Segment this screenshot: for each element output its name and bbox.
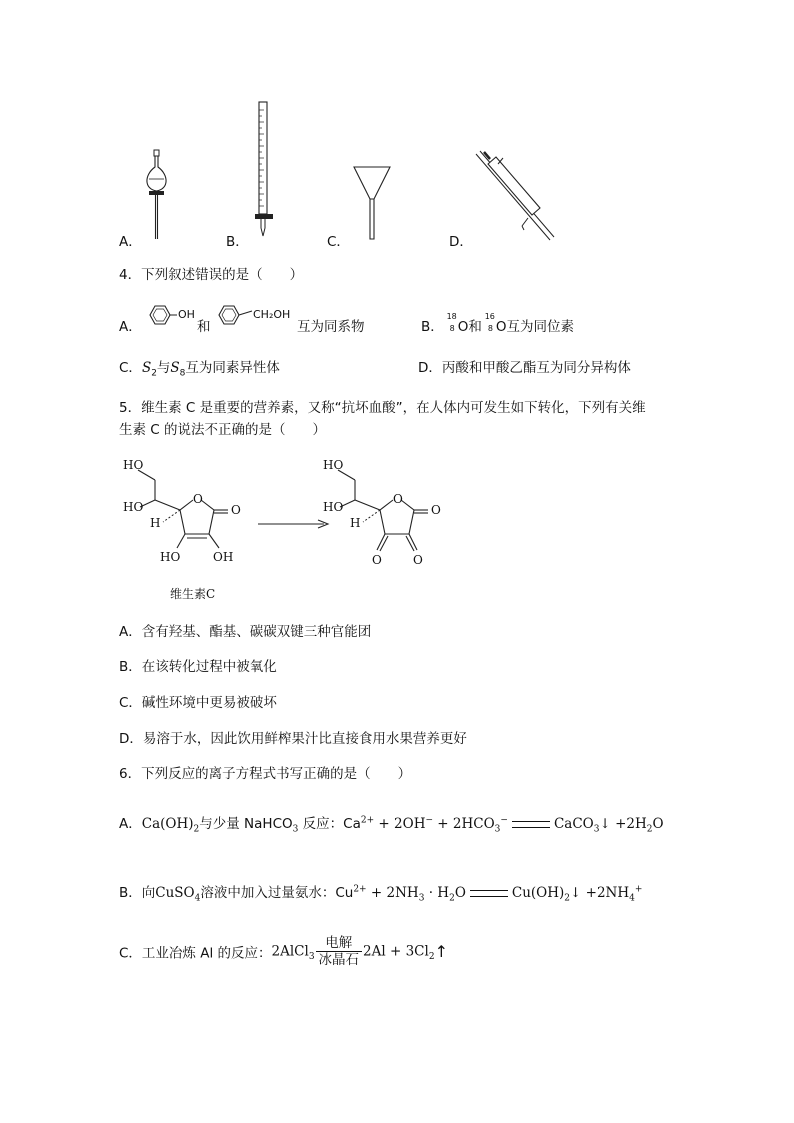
phenol-oh-label: OH xyxy=(178,308,195,321)
cond-bottom: 冰晶石 xyxy=(318,952,360,968)
q4-c-tail: 互为同素异性体 xyxy=(185,360,280,376)
burette-icon xyxy=(250,100,280,240)
ho-mid-left: HO xyxy=(123,500,144,514)
q6-b-cuso: CuSO xyxy=(155,885,195,901)
o18-mass: 18 xyxy=(446,312,457,321)
q6-a-sup3: − xyxy=(500,815,508,826)
o18-z: 8 xyxy=(449,324,455,333)
cond-top: 电解 xyxy=(325,935,353,951)
q4-c-letter: C． xyxy=(119,360,142,376)
vitamin-c-caption: 维生素C xyxy=(170,587,216,601)
q6-b-sub4: 2 xyxy=(564,893,571,904)
q6-a-caoh: Ca(OH) xyxy=(141,816,194,832)
q6-c-sub1: 3 xyxy=(308,952,315,963)
q5-option-b: B．在该转化过程中被氧化 xyxy=(119,659,277,675)
q4-a-and: 和 xyxy=(197,319,211,335)
o18-symbol: O xyxy=(457,319,469,335)
q4-option-c xyxy=(119,356,280,379)
q5-option-c: C．碱性环境中更易被破坏 xyxy=(119,695,277,711)
q4-b-letter: B． xyxy=(421,319,444,335)
q6-option-a xyxy=(119,812,664,835)
o-ring-left: O xyxy=(193,492,203,506)
q6-a-prod2: ↓ +2H xyxy=(599,816,647,832)
q6-b-sup1: 2+ xyxy=(353,884,367,895)
q6-option-b xyxy=(119,881,643,904)
q6-a-mid3: + 2OH xyxy=(374,816,426,832)
q6-b-mid3: · H xyxy=(424,885,450,901)
condenser-icon xyxy=(470,150,560,245)
phenol-structure xyxy=(145,303,205,333)
q6-a-sub4: 3 xyxy=(593,824,600,835)
h-left: H xyxy=(150,516,161,530)
q6-a-sup2: − xyxy=(425,815,434,826)
q4-a-letter: A． xyxy=(119,319,142,335)
q3-option-b-letter: B． xyxy=(226,234,249,250)
equals-sign xyxy=(470,890,508,897)
q6-a-sup1: 2+ xyxy=(360,815,375,826)
q5-option-d: D．易溶于水，因此饮用鲜榨果汁比直接食用水果营养更好 xyxy=(119,731,467,747)
benzyl-ch2oh-label: CH₂OH xyxy=(253,308,291,321)
q6-a-sub1: 2 xyxy=(193,824,200,835)
q6-a-prefix: A． xyxy=(119,816,142,832)
q6-a-mid2: 反应：Ca xyxy=(298,816,361,832)
s8-sub: 8 xyxy=(179,368,186,379)
q4-option-b xyxy=(421,312,575,335)
s8-symbol: S xyxy=(170,360,180,376)
q6-b-mid2: + 2NH xyxy=(366,885,419,901)
q5-option-a: A．含有羟基、酯基、碳碳双键三种官能团 xyxy=(119,624,372,640)
q6-b-sup5: + xyxy=(634,884,643,895)
ho-top-right: HO xyxy=(323,458,344,472)
q3-option-c-letter: C． xyxy=(327,234,350,250)
q4-option-d: D．丙酸和甲酸乙酯互为同分异构体 xyxy=(418,360,631,376)
q6-c-sub2: 2 xyxy=(428,952,435,963)
o-keto-right: O xyxy=(431,503,441,517)
q6-a-prod3: O xyxy=(652,816,664,832)
o16-mass: 16 xyxy=(484,312,495,321)
o-ring-right: O xyxy=(393,492,403,506)
q4-a-tail: 互为同系物 xyxy=(297,319,365,335)
q3-option-d-letter: D． xyxy=(449,234,473,250)
q6-b-sub2: 3 xyxy=(418,893,425,904)
q6-a-mid4: + 2HCO xyxy=(433,816,495,832)
q6-b-prefix: B．向 xyxy=(119,885,156,901)
s2-symbol: S xyxy=(141,360,152,376)
q6-c-prod2: ↑ xyxy=(434,942,448,961)
q6-a-sub3: 3 xyxy=(494,824,501,835)
q6-a-mid1: 与少量 NaHCO xyxy=(199,816,293,832)
equals-sign xyxy=(512,821,550,828)
q6-b-prod2: ↓ +2NH xyxy=(570,885,630,901)
electrolysis-condition xyxy=(317,935,362,968)
q4-b-and: 和 xyxy=(468,319,482,335)
q4-b-tail: 互为同位素 xyxy=(506,319,575,335)
q6-b-sub3: 2 xyxy=(449,893,455,904)
q6-c-prefix: C．工业冶炼 Al 的反应： xyxy=(119,945,272,962)
ho-bottom-b: OH xyxy=(213,550,234,564)
q6-c-prod1: 2Al + 3Cl xyxy=(363,943,429,960)
q6-b-sub1: 4 xyxy=(194,893,201,904)
q5-stem-line2: 生素 C 的说法不正确的是（ ） xyxy=(119,422,327,438)
o16-symbol: O xyxy=(495,319,507,335)
ho-bottom-a: HO xyxy=(160,550,181,564)
q6-a-prod1: CaCO xyxy=(553,816,594,832)
q6-b-sub5: 4 xyxy=(629,893,635,904)
ho-top-left: HO xyxy=(123,458,144,472)
q6-b-mid1: 溶液中加入过量氨水：Cu xyxy=(200,885,354,901)
o-keto-left: O xyxy=(231,503,241,517)
q6-option-c xyxy=(119,935,448,968)
o16-z: 8 xyxy=(487,324,493,333)
s2-sub: 2 xyxy=(151,368,157,379)
q6-b-mid4: O xyxy=(454,885,466,901)
q5-stem-line1: 5．维生素 C 是重要的营养素，又称“抗坏血酸”，在人体内可发生如下转化，下列有关维 xyxy=(119,400,646,416)
o-bottom-a: O xyxy=(372,553,382,567)
h-right: H xyxy=(350,516,361,530)
q4-stem: 4．下列叙述错误的是（ ） xyxy=(119,267,304,283)
q6-a-sub2: 3 xyxy=(292,824,299,835)
q6-b-prod1: Cu(OH) xyxy=(511,885,565,901)
ho-mid-right: HO xyxy=(323,500,344,514)
q4-c-mid: 与 xyxy=(156,360,171,376)
q6-a-sub5: 2 xyxy=(646,824,653,835)
o-bottom-b: O xyxy=(413,553,423,567)
q6-c-lhs: 2AlCl xyxy=(271,943,309,960)
q6-stem: 6．下列反应的离子方程式书写正确的是（ ） xyxy=(119,766,412,782)
funnel-icon xyxy=(352,163,392,243)
separatory-funnel-icon xyxy=(140,145,180,245)
q3-option-a-letter: A． xyxy=(119,234,142,250)
benzyl-alcohol-structure xyxy=(214,303,254,333)
